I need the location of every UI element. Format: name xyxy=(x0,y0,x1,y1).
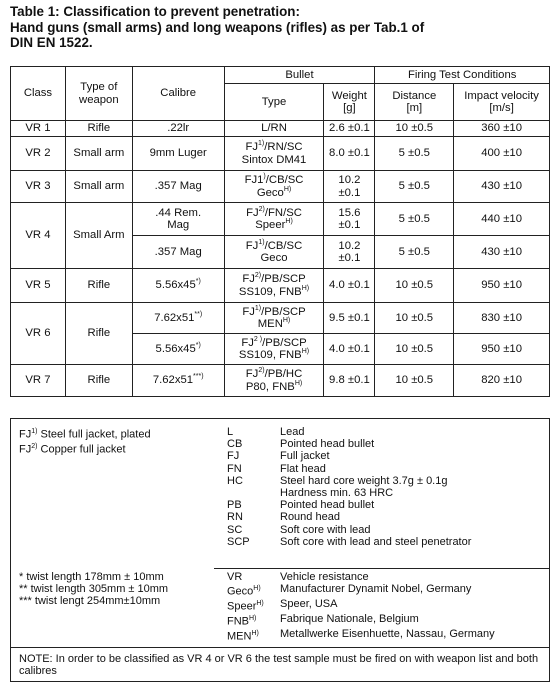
bullet-type-cell: FJ$^{2)}$/PB/HC P80, $FNB^{H)}$ xyxy=(224,365,324,397)
title-line-2: Hand guns (small arms) and long weapons (rifles) as per Tab.1 of xyxy=(10,19,425,35)
bullet-type-cell: FJ$^{2)}$/PB/SCP SS109, $FNB^{H)}$ xyxy=(224,269,324,303)
jacket-legend xyxy=(19,426,151,456)
distance-cell: 10 ±0.5 xyxy=(375,121,454,137)
list-item: FN Flat head xyxy=(227,462,326,475)
header-type: Type xyxy=(224,84,324,121)
bullet-type-cell: FJ1)/CB/SC Geco$^{H)}$ xyxy=(224,171,324,203)
weight-cell: 10.2 ±0.1 xyxy=(324,171,375,203)
calibre-cell: .357 Mag xyxy=(132,236,224,269)
note-divider xyxy=(11,647,549,648)
list-item: SC Soft core with lead xyxy=(227,523,371,536)
weight-cell: 8.0 ±0.1 xyxy=(324,137,375,171)
velocity-cell: 430 ±10 xyxy=(454,236,550,269)
velocity-cell: 430 ±10 xyxy=(454,171,550,203)
list-item: VR Vehicle resistance xyxy=(227,571,369,583)
header-distance: Distance [m] xyxy=(375,84,454,121)
list-item: $FNB^{H)}$ Fabrique Nationale, Belgium xyxy=(227,612,419,628)
class-cell: VR 6 xyxy=(11,303,66,365)
header-type-of-weapon: Type of weapon xyxy=(65,67,132,121)
class-cell: VR 7 xyxy=(11,365,66,397)
weapon-cell: Rifle xyxy=(65,365,132,397)
list-item: *** twist lengt 254mm±10mm xyxy=(19,595,161,608)
calibre-cell: 5.56x45*) xyxy=(132,334,224,365)
weight-cell: 4.0 ±0.1 xyxy=(324,334,375,365)
class-cell: VR 5 xyxy=(11,269,66,303)
list-item: * twist length 178mm ± 10mm xyxy=(19,571,164,583)
calibre-cell: 5.56x45*) xyxy=(132,269,224,303)
calibre-cell: 7.62x51**) xyxy=(132,303,224,334)
bullet-type-cell: FJ$^{1)}$/PB/SCP $MEN^{H)}$ xyxy=(224,303,324,334)
velocity-cell: 400 ±10 xyxy=(454,137,550,171)
abbreviation-legend xyxy=(227,426,471,548)
table-title xyxy=(10,4,424,51)
list-item: L Lead xyxy=(227,426,305,438)
weapon-cell: Small Arm xyxy=(65,203,132,269)
class-cell: VR 4 xyxy=(11,203,66,269)
weapon-cell: Small arm xyxy=(65,137,132,171)
table-row xyxy=(11,269,550,303)
table-row xyxy=(11,137,550,171)
weight-cell: 15.6 ±0.1 xyxy=(324,203,375,236)
calibre-cell: .357 Mag xyxy=(132,171,224,203)
bullet-type-cell: FJ$^{1)}$/CB/SC Geco xyxy=(224,236,324,269)
classification-table xyxy=(10,66,550,397)
table-row xyxy=(11,365,550,397)
legend-box xyxy=(10,418,550,682)
table-row xyxy=(11,171,550,203)
distance-cell: 10 ±0.5 xyxy=(375,269,454,303)
bullet-type-cell: FJ$^{2)}$/FN/SC Speer$^{H)}$ xyxy=(224,203,324,236)
jacket-item: FJ$^{2)}$ Copper full jacket xyxy=(19,442,126,456)
header-weight: Weight [g] xyxy=(324,84,375,121)
distance-cell: 10 ±0.5 xyxy=(375,303,454,334)
legend-divider xyxy=(214,568,550,569)
table-row xyxy=(11,203,550,236)
list-item: ** twist length 305mm ± 10mm xyxy=(19,583,169,596)
title-line-3: DIN EN 1522. xyxy=(10,35,93,50)
bullet-type-cell: L/RN xyxy=(224,121,324,137)
list-item: HC Steel hard core weight 3.7g ± 0.1g xyxy=(227,474,448,487)
velocity-cell: 830 ±10 xyxy=(454,303,550,334)
header-impact-velocity: Impact velocity [m/s] xyxy=(454,84,550,121)
twist-legend xyxy=(19,571,168,608)
calibre-cell: .22lr xyxy=(132,121,224,137)
header-firing-test-conditions: Firing Test Conditions xyxy=(375,67,550,84)
manufacturer-legend xyxy=(227,571,495,643)
header-bullet: Bullet xyxy=(224,67,375,84)
header-class: Class xyxy=(11,67,66,121)
velocity-cell: 360 ±10 xyxy=(454,121,550,137)
distance-cell: 5 ±0.5 xyxy=(375,171,454,203)
list-item: SCP Soft core with lead and steel penetrator xyxy=(227,535,472,548)
weight-cell: 4.0 ±0.1 xyxy=(324,269,375,303)
distance-cell: 10 ±0.5 xyxy=(375,365,454,397)
weapon-cell: Rifle xyxy=(65,121,132,137)
list-item: Speer$^{H)}$ Speer, USA xyxy=(227,598,338,613)
weight-cell: 9.8 ±0.1 xyxy=(324,365,375,397)
weight-cell: 2.6 ±0.1 xyxy=(324,121,375,137)
calibre-cell: .44 Rem. Mag xyxy=(132,203,224,236)
weapon-cell: Rifle xyxy=(65,303,132,365)
list-item: Geco$^{H)}$ Manufacturer Dynamit Nobel, Germany xyxy=(227,583,472,598)
class-cell: VR 1 xyxy=(11,121,66,137)
bullet-type-cell: $FJ^{2 )}/PB$/SCP SS109, $FNB^{H)}$ xyxy=(224,334,324,365)
bullet-type-cell: FJ$^{1)}$/RN/SC Sintox DM41 xyxy=(224,137,324,171)
velocity-cell: 820 ±10 xyxy=(454,365,550,397)
list-item: FJ Full jacket xyxy=(227,450,330,463)
list-item: Hardness min. 63 HRC xyxy=(280,487,394,500)
velocity-cell: 440 ±10 xyxy=(454,203,550,236)
velocity-cell: 950 ±10 xyxy=(454,334,550,365)
calibre-cell: 9mm Luger xyxy=(132,137,224,171)
list-item: CB Pointed head bullet xyxy=(227,438,375,451)
list-item: $MEN^{H)}$ Metallwerke Eisenhuette, Nassau, Germany xyxy=(227,627,495,643)
calibre-cell: 7.62x51***) xyxy=(132,365,224,397)
weapon-cell: Rifle xyxy=(65,269,132,303)
weight-cell: 10.2 ±0.1 xyxy=(324,236,375,269)
jacket-item: FJ$^{1)}$ Steel full jacket, plated xyxy=(19,428,151,441)
class-cell: VR 3 xyxy=(11,171,66,203)
header-calibre: Calibre xyxy=(132,67,224,121)
distance-cell: 5 ±0.5 xyxy=(375,137,454,171)
weapon-cell: Small arm xyxy=(65,171,132,203)
distance-cell: 5 ±0.5 xyxy=(375,203,454,236)
class-cell: VR 2 xyxy=(11,137,66,171)
distance-cell: 10 ±0.5 xyxy=(375,334,454,365)
table-row xyxy=(11,303,550,334)
distance-cell: 5 ±0.5 xyxy=(375,236,454,269)
list-item: PB Pointed head bullet xyxy=(227,499,375,512)
velocity-cell: 950 ±10 xyxy=(454,269,550,303)
table-row xyxy=(11,121,550,137)
title-line-1: Table 1: Classification to prevent penetration: xyxy=(10,4,300,19)
list-item: RN Round head xyxy=(227,511,340,524)
note-text: NOTE: In order to be classified as VR 4 or VR 6 the test sample must be fired on with weapon list and both calibres xyxy=(19,653,539,678)
weight-cell: 9.5 ±0.1 xyxy=(324,303,375,334)
